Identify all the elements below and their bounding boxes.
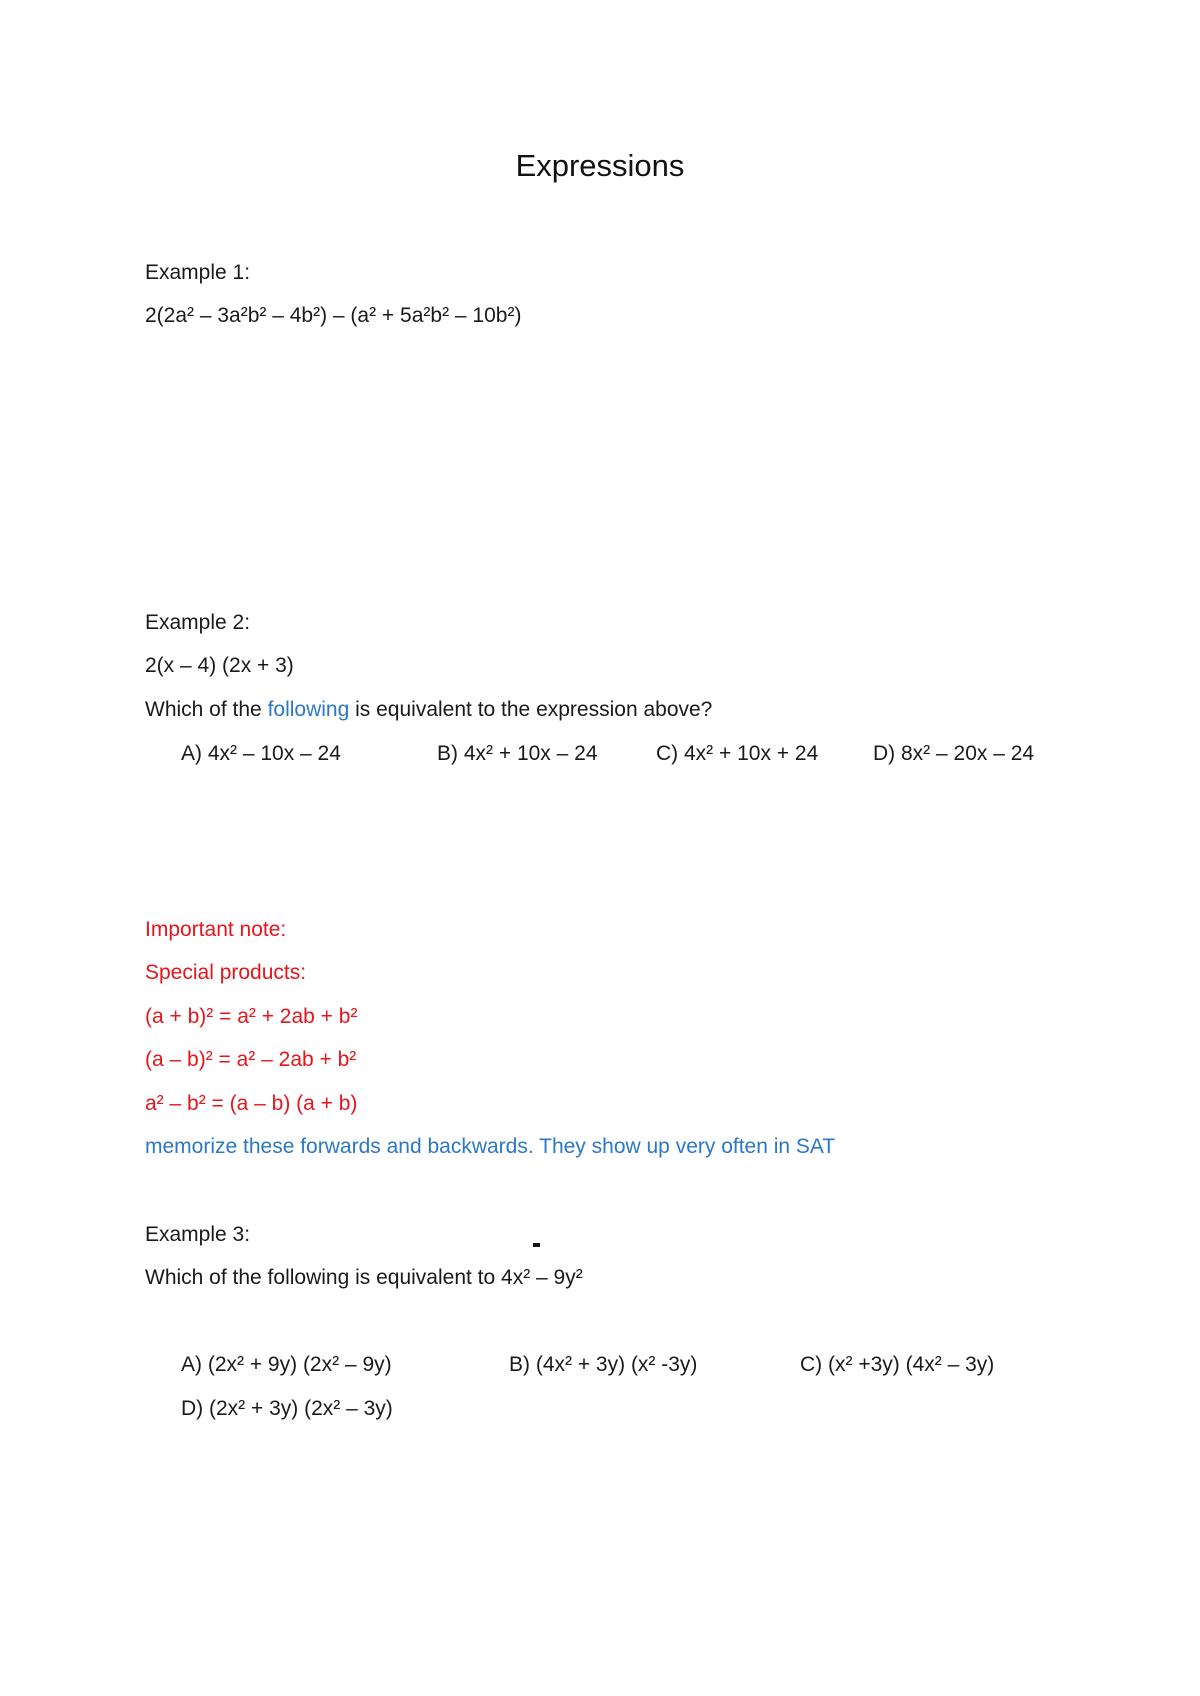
formula-difference-of-squares: a² – b² = (a – b) (a + b) xyxy=(145,1092,358,1115)
example-1-expression: 2(2a² – 3a²b² – 4b²) – (a² + 5a²b² – 10b²) xyxy=(145,304,522,327)
example-3-question: Which of the following is equivalent to 4x² – 9y² xyxy=(145,1266,583,1289)
example-2-option-a: A) 4x² – 10x – 24 xyxy=(181,742,341,765)
example-2-option-c: C) 4x² + 10x + 24 xyxy=(656,742,819,765)
example-3-option-a: A) (2x² + 9y) (2x² – 9y) xyxy=(181,1353,392,1376)
example-3-heading: Example 3: xyxy=(145,1223,251,1246)
example-3-option-d: D) (2x² + 3y) (2x² – 3y) xyxy=(181,1397,393,1420)
question-text-end: is equivalent to the expression above? xyxy=(349,698,713,721)
example-2-question xyxy=(145,697,712,723)
stray-dash-mark xyxy=(533,1243,540,1247)
formula-square-of-difference: (a – b)² = a² – 2ab + b² xyxy=(145,1048,357,1071)
page-title: Expressions xyxy=(515,148,685,183)
important-note-heading: Important note: xyxy=(145,918,287,941)
example-2-option-b: B) 4x² + 10x – 24 xyxy=(437,742,598,765)
example-1-heading: Example 1: xyxy=(145,261,251,284)
question-text-start: Which of the xyxy=(145,698,268,721)
example-2-expression: 2(x – 4) (2x + 3) xyxy=(145,654,294,677)
formula-square-of-sum: (a + b)² = a² + 2ab + b² xyxy=(145,1005,358,1028)
special-products-heading: Special products: xyxy=(145,961,307,984)
memorize-tip: memorize these forwards and backwards. They show up very often in SAT xyxy=(145,1135,836,1158)
following-link[interactable]: following xyxy=(267,698,350,721)
example-3-option-c: C) (x² +3y) (4x² – 3y) xyxy=(800,1353,995,1376)
example-2-heading: Example 2: xyxy=(145,611,251,634)
example-3-option-b: B) (4x² + 3y) (x² -3y) xyxy=(509,1353,698,1376)
example-2-option-d: D) 8x² – 20x – 24 xyxy=(873,742,1035,765)
